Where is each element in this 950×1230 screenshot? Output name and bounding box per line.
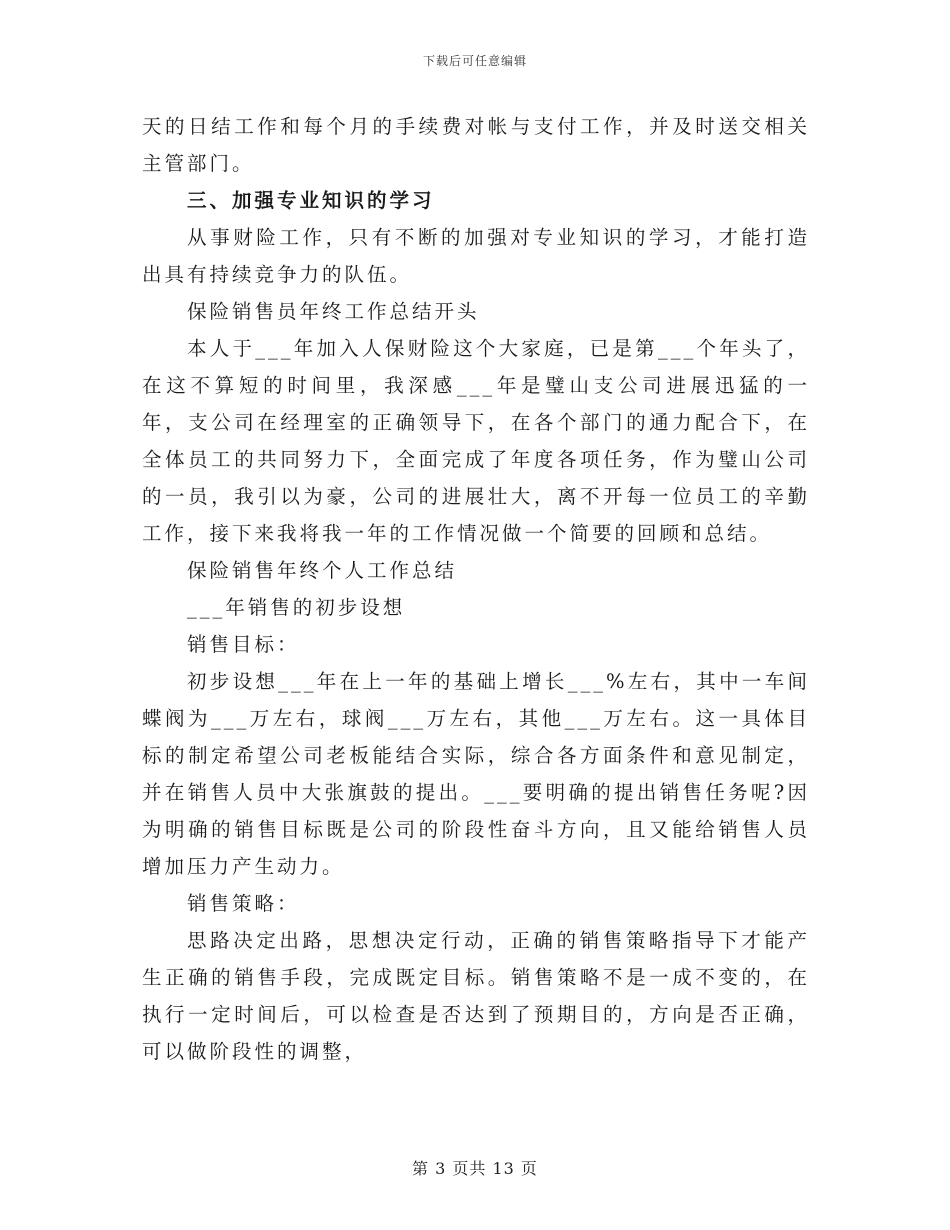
page-header: 下载后可任意编辑	[422, 54, 527, 68]
paragraph: 初步设想___年在上一年的基础上增长___%左右，其中一车间蝶阀为___万左右，球阀___万左右，其他___万左右。这一具体目标的制定希望公司老板能结合实际，综合各方面条件和意见制定，并在销售人员中大张旗鼓的提出。___要明确的提出销售任务呢?因为明确的销售目标既是公司的阶段性奋斗方向，且又能给销售人员增加压力产生动力。	[142, 670, 810, 878]
paragraph: 本人于___年加入人保财险这个大家庭，已是第___个年头了，在这不算短的时间里，我深感___年是璧山支公司进展迅猛的一年，支公司在经理室的正确领导下，在各个部门的通力配合下，在全体员工的共同努力下，全面完成了年度各项任务，作为璧山公司的一员，我引以为豪，公司的进展壮大，离不开每一位员工的辛勤工作，接下来我将我一年的工作情况做一个简要的回顾和总结。	[142, 337, 810, 545]
page-footer: 第 3 页共 13 页	[412, 1159, 538, 1178]
subtitle: ___年销售的初步设想	[187, 596, 406, 619]
paragraph: 思路决定出路，思想决定行动，正确的销售策略指导下才能产生正确的销售手段，完成既定目标。销售策略不是一成不变的，在执行一定时间后，可以检查是否达到了预期目的，方向是否正确，可以做阶段性的调整，	[142, 929, 810, 1063]
paragraph-continuation: 天的日结工作和每个月的手续费对帐与支付工作，并及时送交相关主管部门。	[142, 115, 810, 175]
label: 销售目标：	[187, 633, 300, 656]
paragraph: 从事财险工作，只有不断的加强对专业知识的学习，才能打造出具有持续竞争力的队伍。	[142, 226, 810, 286]
subtitle: 保险销售员年终工作总结开头	[187, 300, 480, 323]
label: 销售策略：	[187, 892, 300, 915]
subtitle: 保险销售年终个人工作总结	[187, 559, 458, 582]
document-body	[142, 108, 810, 1070]
section-heading: 三、加强专业知识的学习	[187, 189, 435, 212]
